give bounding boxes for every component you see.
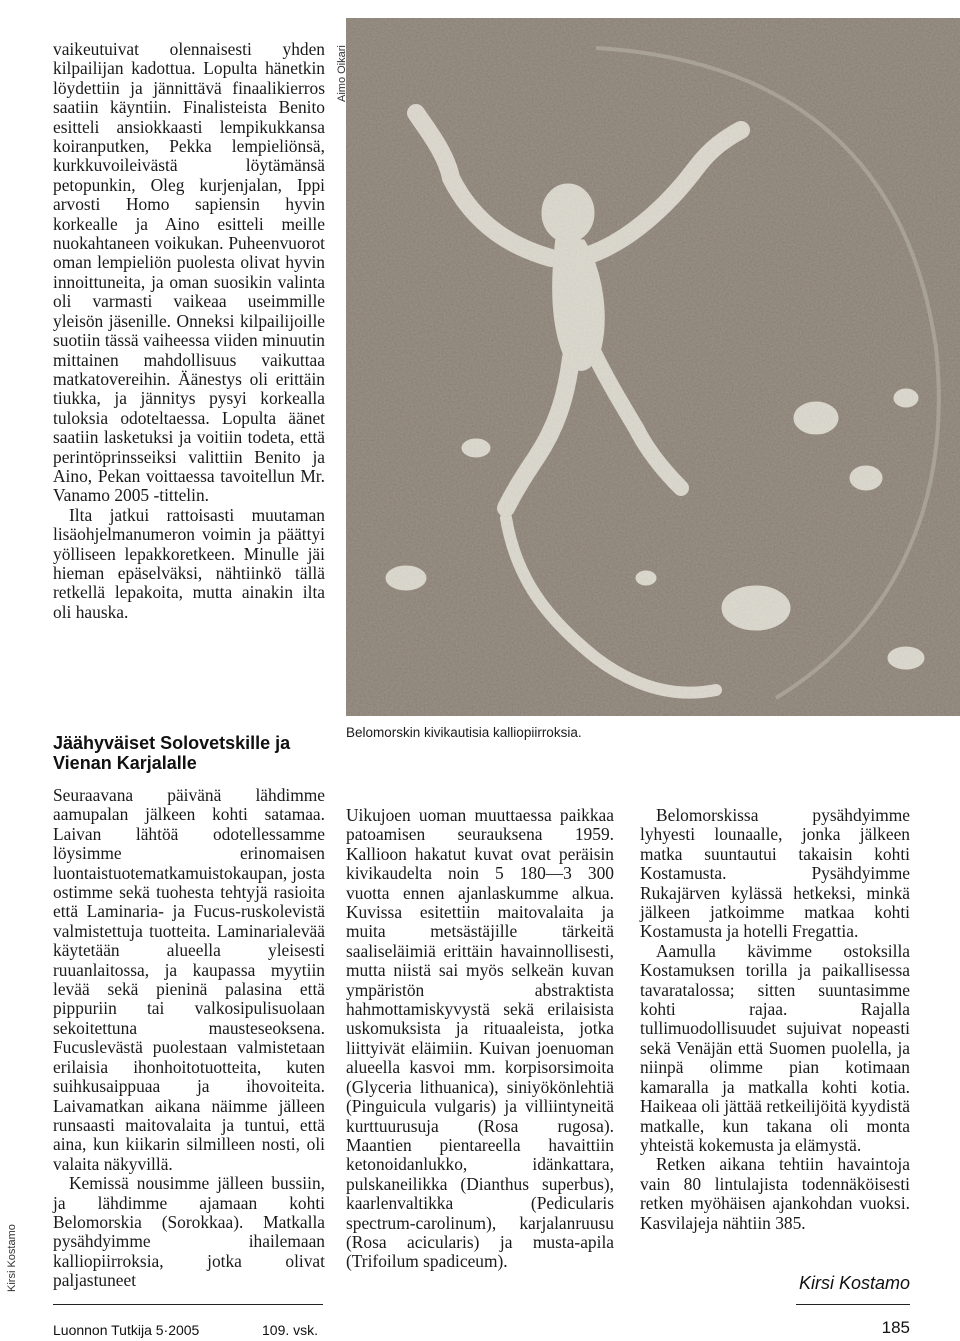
paragraph: Belomorskissa pysähdyimme lyhyesti lounaalle, jonka jälkeen matka suuntautui takaisin kohti Kostamusta. Pysähdyimme Rukajärven kylässä hetkeksi, minkä jälkeen jatkoimme matkaa kohti Kostamusta ja hotelli Fregattia. (640, 805, 910, 942)
journal-name: Luonnon Tutkija 5·2005 (53, 1322, 200, 1338)
paragraph: Uikujoen uoman muuttaessa paikkaa patoamisen seurauksena 1959. Kallioon hakatut kuvat ovat peräisin kivikaudelta noin 5 180—3 300 vuotta ennen ajanlaskumme alkua. Kuvissa esitettiin maitovalaita ja muita metsästäjille tärkeitä saaliseläimiä erittäin havainnollisesti, mutta niistä sai myös selkeän kuvan ympäristön abstraktista hahmottamiskyvystä sekä erilaisista uskomuksista ja rituaaleista, jotka liittyivät eläimiin. Kuivan joenuoman alueella kasvoi mm. korpisorsimoita (Glyceria lithuanica), siniyökönlehtiä (Pinguicula vulgaris) ja villiintyneitä kurttuurusuja (Rosa rugosa). Maantien pientareella havaittiin ketonoidanlukko, idänkattara, pulskaneilikka (Dianthus superbus), kaarlenvaltikka (Pedicularis spectrum-carolinum), karjalanruusu (Rosa acicularis) ja musta-apila (Trifoilum spadiceum). (346, 805, 614, 1272)
volume-label: 109. vsk. (262, 1322, 319, 1338)
rock-carving-illustration (346, 18, 960, 716)
text-column-middle (346, 806, 614, 1272)
paragraph: vaikeutuivat olennaisesti yhden kilpailijan kadottua. Lopulta hänetkin löydettiin ja jännittävä finaalikierros saatiin käyntiin. Finalisteista Benito esitteli ansiokkaasti lempikukkansa koiranputken, Pekka lempieliönsä, kurkkuvoileivästä löytämänsä petopunkin, Oleg kurjenjalan, Ippi arvosti Homo sapiensin hyvin korkealle ja Aino esitteli meille nuokahtaneen voikukan. Puheenvuorot oman lempieliön puolesta olivat hyvin innoittuneita, ja oman suosikin valinta oli varmasti vaikeaa useimmille yleisön jäsenille. Onneksi kilpailijoille suotiin tässä vaiheessa viiden minuutin mittainen mahdollisuus vaikuttaa matkatovereihin. Äänestys oli erittäin tiukka, ja jännitys pysyi korkealla tuloksia odoteltaessa. Lopulta äänet saatiin lasketuksi ja voitiin todeta, että perintöprinsseiksi valittiin Benito ja Aino, Pekan voittaessa tavoitellun Mr. Vanamo 2005 -tittelin. (53, 39, 325, 506)
text-column-left-bottom (53, 786, 325, 1291)
section-heading: Jäähyväiset Solovetskille ja Vienan Karjalalle (53, 733, 291, 773)
paragraph: Ilta jatkui rattoisasti muutaman lisäohjelmanumeron voimin ja päättyi yölliseen lepakkoretkeen. Minulle jäi hieman epäselväksi, nähtiinkö tällä retkellä lepakoita, mutta ainakin ilta oli hauska. (53, 504, 325, 622)
footer-divider (796, 1304, 910, 1305)
photo-credit: Aimo Oikari (336, 45, 348, 102)
author-signature: Kirsi Kostamo (798, 1273, 910, 1293)
text-column-left-top (53, 40, 325, 622)
photo-caption: Belomorskin kivikautisia kalliopiirroksia. (346, 725, 582, 740)
photo-credit-side: Kirsi Kostamo (6, 1224, 18, 1292)
page-number: 185 (881, 1318, 910, 1337)
paragraph: Aamulla kävimme ostoksilla Kostamuksen torilla ja paikallisessa tavaratalossa; sitten suuntasimme kohti rajaa. Rajalla tullimuodollisuudet sujuivat nopeasti sekä Venäjän että Suomen puolella, ja niinpä olimme pian kotimaan kamaralla ja matkalla kohti kotia. Haikeaa oli jättää retkeilijöitä kyydistä matkalle, kun takana oli monta yhteistä kokemusta ja elämystä. (640, 940, 910, 1155)
paragraph: Seuraavana päivänä lähdimme aamupalan jälkeen kohti satamaa. Laivan lähtöä odotellessamme löysimme erinomaisen luontaistuotematkamuistokaupan, josta ostimme sekä tuohesta tehtyjä rasioita että Laminaria- ja Fucus-ruskolevistä valmistettuja tuotteita. Laminarialevää käytetään alueella yleisesti ruuanlaitossa, ja kaupassa myytiin levää sekä pieninä palasina että pippuriin tai valkosipulisuolaan sekoitettuna mausteseoksena. Fucuslevästä puolestaan valmistetaan erilaisia ihonhoitotuotteita, kuten suihkusaippuaa ja ihovoiteita. Laivamatkan aikana näimme jälleen runsaasti maitovalaita ja tuntui, että aina, kun kiikarin silmilleen nosti, oli valaita näkyvillä. (53, 785, 325, 1174)
rock-carving-photo (346, 18, 960, 716)
paragraph: Kemissä nousimme jälleen bussiin, ja lähdimme ajamaan kohti Belomorskia (Sorokkaa). Matkalla pysähdyimme ihailemaan kalliopiirroksia, jotka olivat paljastuneet (53, 1173, 325, 1291)
text-column-right (640, 806, 910, 1233)
footer-divider (53, 1304, 323, 1305)
paragraph: Retken aikana tehtiin havaintoja vain 80 lintulajista todennäköisesti retken myöhäisen ajankohdan vuoksi. Kasvilajeja nähtiin 385. (640, 1154, 910, 1233)
